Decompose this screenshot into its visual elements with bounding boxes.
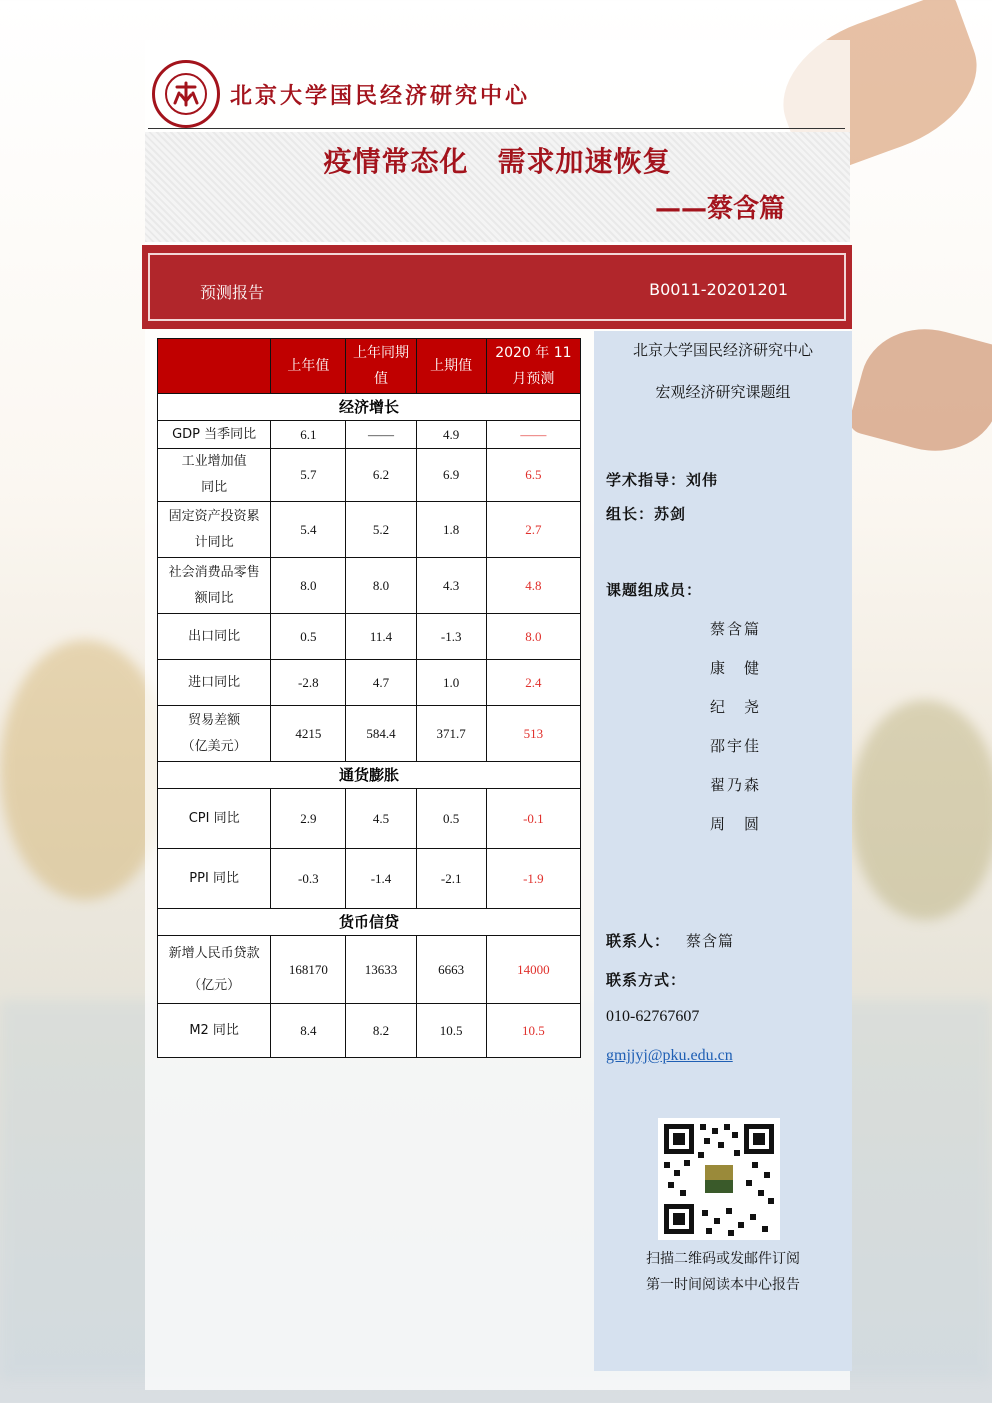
cell-same-period: 8.2 xyxy=(346,1004,416,1058)
member-name: 蔡含篇 xyxy=(710,620,762,638)
contact-name: 蔡含篇 xyxy=(686,932,735,950)
cell-same-period: —— xyxy=(346,421,416,449)
cell-same-period: 4.5 xyxy=(346,789,416,849)
row-label: GDP 当季同比 xyxy=(158,421,271,449)
table-header-row xyxy=(158,339,581,394)
background-foliage xyxy=(850,700,992,920)
cell-prev-period: 0.5 xyxy=(416,789,486,849)
members-label: 课题组成员： xyxy=(606,581,703,599)
cell-prev-period: -2.1 xyxy=(416,849,486,909)
column-header: 2020 年 11 月预测 xyxy=(486,339,580,394)
row-label: 新增人民币贷款（亿元） xyxy=(158,936,271,1004)
cell-prev-period: 10.5 xyxy=(416,1004,486,1058)
table-row xyxy=(158,706,581,762)
table-row xyxy=(158,502,581,558)
contact-sidebar xyxy=(594,331,852,1371)
table-row xyxy=(158,1004,581,1058)
column-header: 上年同期值 xyxy=(346,339,416,394)
header-logo xyxy=(152,60,530,128)
cell-prev-period: 4.9 xyxy=(416,421,486,449)
table-row xyxy=(158,936,581,1004)
section-row xyxy=(158,762,581,789)
cell-same-period: 11.4 xyxy=(346,614,416,660)
group-leader: 组长：苏剑 xyxy=(606,505,687,523)
report-code: B0011-20201201 xyxy=(649,280,788,299)
row-label: 出口同比 xyxy=(158,614,271,660)
cell-forecast: 10.5 xyxy=(486,1004,580,1058)
cell-forecast: 2.7 xyxy=(486,502,580,558)
contact-email-link[interactable]: gmjjyj@pku.edu.cn xyxy=(606,1047,733,1064)
qr-code-icon[interactable] xyxy=(658,1118,780,1240)
report-banner xyxy=(142,245,852,329)
cell-prev-period: 6663 xyxy=(416,936,486,1004)
cell-prev-year: 5.4 xyxy=(271,502,346,558)
header-divider xyxy=(148,128,845,129)
peking-university-seal-icon xyxy=(152,60,220,128)
table-row xyxy=(158,449,581,502)
cell-same-period: 6.2 xyxy=(346,449,416,502)
cell-prev-period: 1.0 xyxy=(416,660,486,706)
cell-same-period: 5.2 xyxy=(346,502,416,558)
row-label: 社会消费品零售额同比 xyxy=(158,558,271,614)
row-label: 工业增加值同比 xyxy=(158,449,271,502)
row-label: 贸易差额（亿美元） xyxy=(158,706,271,762)
sidebar-org: 北京大学国民经济研究中心 xyxy=(632,341,813,359)
member-name: 康 健 xyxy=(710,659,762,677)
section-title: 货币信贷 xyxy=(158,909,581,936)
header-corner xyxy=(158,339,271,394)
title-band xyxy=(145,132,850,242)
cell-forecast: -0.1 xyxy=(486,789,580,849)
contact-label: 联系人： xyxy=(606,932,671,950)
advisor: 学术指导：刘伟 xyxy=(606,471,719,489)
column-header: 上年值 xyxy=(271,339,346,394)
cell-prev-period: 371.7 xyxy=(416,706,486,762)
section-row xyxy=(158,909,581,936)
cell-prev-year: 168170 xyxy=(271,936,346,1004)
cell-forecast: 4.8 xyxy=(486,558,580,614)
cell-prev-year: 8.0 xyxy=(271,558,346,614)
cell-prev-year: -2.8 xyxy=(271,660,346,706)
background-leaf xyxy=(847,314,992,466)
section-row xyxy=(158,394,581,421)
cell-prev-year: -0.3 xyxy=(271,849,346,909)
cell-prev-period: 6.9 xyxy=(416,449,486,502)
cell-prev-period: 4.3 xyxy=(416,558,486,614)
cell-prev-year: 4215 xyxy=(271,706,346,762)
cell-prev-year: 8.4 xyxy=(271,1004,346,1058)
table-row xyxy=(158,849,581,909)
sidebar-group: 宏观经济研究课题组 xyxy=(655,383,791,401)
table-row xyxy=(158,789,581,849)
cell-same-period: 584.4 xyxy=(346,706,416,762)
report-author: ——蔡含篇 xyxy=(654,194,785,224)
cell-prev-year: 6.1 xyxy=(271,421,346,449)
cell-forecast: —— xyxy=(486,421,580,449)
member-name: 周 圆 xyxy=(710,815,762,833)
table-row xyxy=(158,660,581,706)
row-label: CPI 同比 xyxy=(158,789,271,849)
cell-forecast: 14000 xyxy=(486,936,580,1004)
cell-same-period: -1.4 xyxy=(346,849,416,909)
report-title: 疫情常态化 需求加速恢复 xyxy=(323,145,672,178)
cell-same-period: 4.7 xyxy=(346,660,416,706)
cell-forecast: 8.0 xyxy=(486,614,580,660)
qr-caption: 第一时间阅读本中心报告 xyxy=(646,1277,800,1293)
cell-same-period: 8.0 xyxy=(346,558,416,614)
cell-forecast: 513 xyxy=(486,706,580,762)
qr-caption: 扫描二维码或发邮件订阅 xyxy=(646,1251,800,1267)
cell-prev-year: 2.9 xyxy=(271,789,346,849)
cell-same-period: 13633 xyxy=(346,936,416,1004)
member-name: 邵宇佳 xyxy=(710,737,762,755)
forecast-table xyxy=(157,338,581,1058)
contact-method-label: 联系方式： xyxy=(606,971,687,989)
section-title: 通货膨胀 xyxy=(158,762,581,789)
row-label: PPI 同比 xyxy=(158,849,271,909)
cell-forecast: -1.9 xyxy=(486,849,580,909)
cell-prev-year: 0.5 xyxy=(271,614,346,660)
row-label: M2 同比 xyxy=(158,1004,271,1058)
table-row xyxy=(158,421,581,449)
member-name: 纪 尧 xyxy=(710,698,762,716)
cell-prev-year: 5.7 xyxy=(271,449,346,502)
report-type: 预测报告 xyxy=(200,283,265,302)
table-row xyxy=(158,558,581,614)
cell-prev-period: -1.3 xyxy=(416,614,486,660)
column-header: 上期值 xyxy=(416,339,486,394)
row-label: 进口同比 xyxy=(158,660,271,706)
cell-forecast: 2.4 xyxy=(486,660,580,706)
cell-forecast: 6.5 xyxy=(486,449,580,502)
table-row xyxy=(158,614,581,660)
org-name: 北京大学国民经济研究中心 xyxy=(230,82,531,109)
cell-prev-period: 1.8 xyxy=(416,502,486,558)
member-name: 翟乃森 xyxy=(710,776,762,794)
section-title: 经济增长 xyxy=(158,394,581,421)
contact-phone: 010-62767607 xyxy=(606,1008,700,1025)
row-label: 固定资产投资累计同比 xyxy=(158,502,271,558)
